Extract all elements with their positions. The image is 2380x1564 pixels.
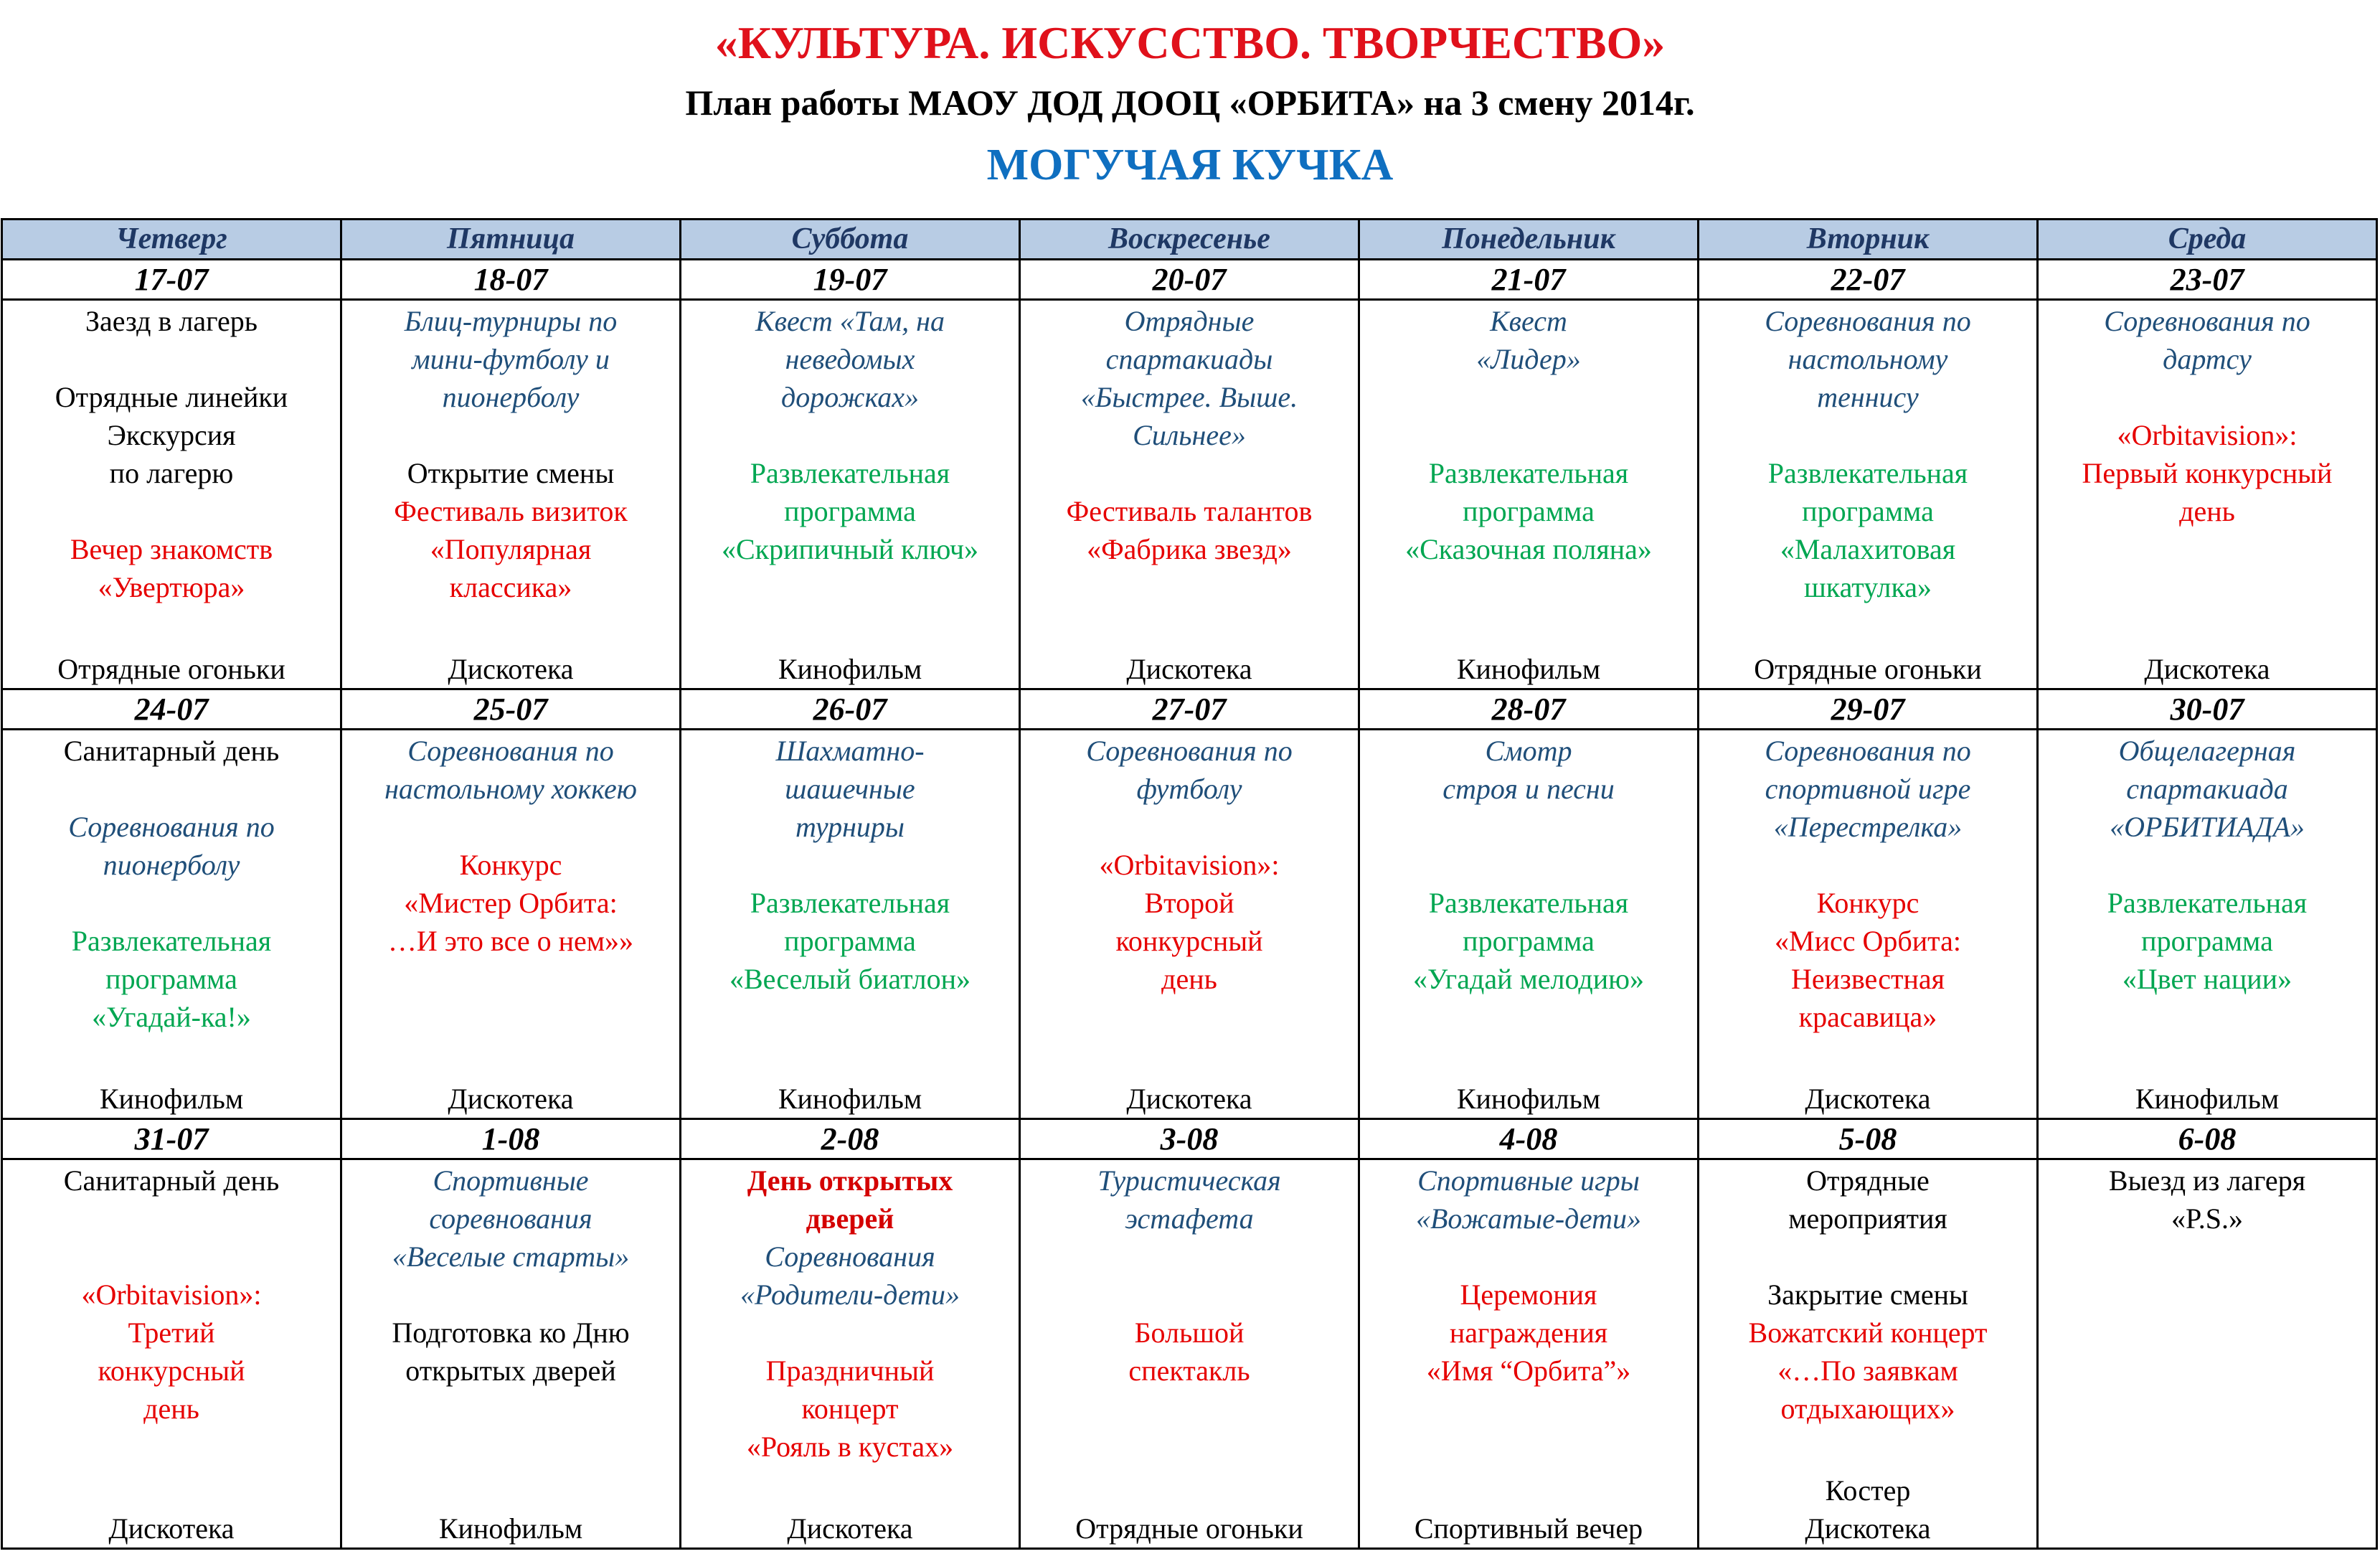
date-cell: 20-07 <box>1020 260 1359 300</box>
activity-line: классика» <box>449 571 572 603</box>
day-activities <box>1360 732 1697 1118</box>
activity-line: пионерболу <box>103 849 240 881</box>
activity-line: «Orbitavision»: <box>1099 849 1280 881</box>
date-cell: 29-07 <box>1699 689 2038 730</box>
evening-activity: Дискотека <box>448 1083 574 1115</box>
activity-line: Неизвестная <box>1790 963 1945 995</box>
spacer <box>1021 1276 1358 1314</box>
spacer <box>1360 1238 1697 1276</box>
activity-line: «Перестрелка» <box>1773 811 1963 843</box>
activity-line: Соревнования по <box>1086 735 1293 767</box>
activity-line: «Вожатые-дети» <box>1415 1202 1641 1235</box>
activity-line: мероприятия <box>1788 1202 1947 1235</box>
activity-line: открытых дверей <box>405 1355 616 1387</box>
activity-line: Закрытие смены <box>1767 1278 1968 1311</box>
spacer <box>1699 846 2036 884</box>
activity-line: программа <box>1802 495 1934 527</box>
activity-line: «Лидер» <box>1476 343 1581 375</box>
activity-line: Соревнования по <box>2104 305 2310 337</box>
activity-line: Туристическая <box>1097 1164 1281 1197</box>
activity-line: «Имя “Орбита”» <box>1426 1355 1631 1387</box>
activity-line: конкурсный <box>98 1355 245 1387</box>
activity-line: «Увертюра» <box>98 571 245 603</box>
activity-line: …И это все о нем»» <box>387 925 634 957</box>
activity-line: Заезд в лагерь <box>85 305 258 337</box>
activity-line: «ОРБИТИАДА» <box>2110 811 2305 843</box>
activity-line: дорожках» <box>781 381 919 413</box>
activity-line: шашечные <box>785 773 915 805</box>
day-activities <box>1360 1162 1697 1547</box>
activity-line: Соревнования по <box>1765 305 1971 337</box>
activity-line: «Популярная <box>430 533 592 565</box>
activity-line: спартакиада <box>2126 773 2288 805</box>
weekday-header: Пятница <box>341 220 681 260</box>
activity-line: Квест <box>1490 305 1567 337</box>
evening-activity: Кинофильм <box>99 1083 244 1115</box>
date-cell: 24-07 <box>2 689 341 730</box>
evening-activity: Спортивный вечер <box>1414 1512 1643 1545</box>
activity-line: по лагерю <box>109 457 234 489</box>
activity-line: Отрядные линейки <box>55 381 288 413</box>
activity-line: турниры <box>795 811 905 843</box>
evening-activity: Отрядные огоньки <box>1075 1512 1303 1545</box>
evening-activity: Дискотека <box>1126 1083 1252 1115</box>
spacer <box>3 1200 340 1238</box>
weekday-header: Четверг <box>2 220 341 260</box>
activity-line: «Рояль в кустах» <box>746 1431 954 1463</box>
activity-line: «Родители-дети» <box>740 1278 960 1311</box>
activity-line: Большой <box>1134 1316 1245 1349</box>
evening-activity: Отрядные огоньки <box>57 653 285 685</box>
spacer <box>1021 808 1358 846</box>
activity-line: программа <box>2141 925 2273 957</box>
activity-line: Санитарный день <box>63 1164 280 1197</box>
evening-activity: Дискотека <box>787 1512 913 1545</box>
weekday-header: Воскресенье <box>1020 220 1359 260</box>
evening-activity: Кинофильм <box>778 653 922 685</box>
squad-name: МОГУЧАЯ КУЧКА <box>986 141 1394 189</box>
activity-line: теннису <box>1817 381 1919 413</box>
activity-line: Соревнования по <box>407 735 614 767</box>
activity-line: Соревнования <box>765 1240 935 1273</box>
activity-line: Шахматно- <box>775 735 925 767</box>
day-activities-cell <box>1699 730 2038 1119</box>
activity-line: спортивной игре <box>1765 773 1971 805</box>
spacer <box>1360 416 1697 454</box>
activity-line: Блиц-турниры по <box>404 305 618 337</box>
day-activities-cell <box>2038 1159 2377 1549</box>
day-activities <box>681 302 1019 688</box>
activity-line: спартакиады <box>1105 343 1273 375</box>
activity-line: Квест «Там, на <box>755 305 945 337</box>
activity-line: Соревнования по <box>1765 735 1971 767</box>
weekday-header: Вторник <box>1699 220 2038 260</box>
date-row <box>2 689 2377 730</box>
activity-line: настольному <box>1788 343 1948 375</box>
activity-line: «Скрипичный ключ» <box>721 533 978 565</box>
date-cell: 1-08 <box>341 1119 681 1159</box>
date-cell: 4-08 <box>1359 1119 1699 1159</box>
activity-line: Подготовка ко Дню <box>392 1316 630 1349</box>
activity-line: день <box>2179 495 2235 527</box>
activity-line: Фестиваль визиток <box>394 495 628 527</box>
day-activities-cell <box>2 730 341 1119</box>
day-activities <box>2039 302 2376 688</box>
date-cell: 30-07 <box>2038 689 2377 730</box>
day-activities <box>3 302 340 688</box>
activity-line: Соревнования по <box>68 811 275 843</box>
activity-line: Санитарный день <box>63 735 280 767</box>
activity-line: Сильнее» <box>1133 419 1246 451</box>
day-activities-cell <box>341 300 681 689</box>
activity-line: пионерболу <box>442 381 580 413</box>
date-cell: 23-07 <box>2038 260 2377 300</box>
activity-line: Развлекательная <box>2107 887 2308 919</box>
evening-activity: Кинофильм <box>1456 653 1601 685</box>
activity-line: Церемония <box>1460 1278 1597 1311</box>
activity-line: дартсу <box>2163 343 2252 375</box>
evening-activity: Костер Дискотека <box>1805 1474 1931 1545</box>
activity-line: эстафета <box>1125 1202 1254 1235</box>
date-cell: 26-07 <box>681 689 1020 730</box>
date-cell: 2-08 <box>681 1119 1020 1159</box>
evening-activity: Дискотека <box>108 1512 235 1545</box>
date-cell: 25-07 <box>341 689 681 730</box>
weekday-header: Суббота <box>681 220 1020 260</box>
activity-line: отдыхающих» <box>1780 1393 1955 1425</box>
document-subtitle: План работы МАОУ ДОД ДООЦ «ОРБИТА» на 3 смену 2014г. <box>685 83 1695 123</box>
activity-line: «…По заявкам <box>1777 1355 1958 1387</box>
activity-line: «Фабрика звезд» <box>1087 533 1292 565</box>
spacer <box>342 808 679 846</box>
weekday-header: Понедельник <box>1359 220 1699 260</box>
day-activities-cell <box>1359 730 1699 1119</box>
day-activities <box>1021 1162 1358 1547</box>
activity-line: конкурсный <box>1115 925 1263 957</box>
activity-line: «Веселый биатлон» <box>729 963 971 995</box>
date-cell: 3-08 <box>1020 1119 1359 1159</box>
evening-activity: Дискотека <box>1805 1083 1931 1115</box>
activity-line: футболу <box>1136 773 1242 805</box>
activity-line: программа <box>105 963 237 995</box>
activity-line: Смотр <box>1485 735 1572 767</box>
activity-line: «Угадай-ка!» <box>92 1001 251 1033</box>
activity-line: Вечер знакомств <box>70 533 273 565</box>
activity-line: «Orbitavision»: <box>2117 419 2298 451</box>
spacer <box>1360 808 1697 846</box>
activity-line: Развлекательная <box>750 887 950 919</box>
spacer <box>1699 416 2036 454</box>
evening-activity: Кинофильм <box>778 1083 922 1115</box>
weekday-header-row <box>2 220 2377 260</box>
activity-line: красавица» <box>1798 1001 1937 1033</box>
date-cell: 6-08 <box>2038 1119 2377 1159</box>
day-activities <box>681 732 1019 1118</box>
activity-line: «Orbitavision»: <box>81 1278 262 1311</box>
activity-line: Развлекательная <box>750 457 950 489</box>
day-activities-cell <box>1359 300 1699 689</box>
activity-line: «Сказочная поляна» <box>1405 533 1652 565</box>
spacer <box>681 846 1019 884</box>
date-cell: 5-08 <box>1699 1119 2038 1159</box>
activity-line: «P.S.» <box>2171 1202 2244 1235</box>
activity-line: Спортивные <box>433 1164 589 1197</box>
day-activities <box>681 1162 1019 1547</box>
activity-line: Открытие смены <box>407 457 615 489</box>
spacer <box>2039 378 2376 416</box>
day-activities <box>342 732 679 1118</box>
activity-line: день <box>143 1393 199 1425</box>
day-activities-cell <box>1699 1159 2038 1549</box>
schedule-table <box>1 218 2378 1550</box>
activity-line: «Угадай мелодию» <box>1413 963 1644 995</box>
activity-line: Вожатский концерт <box>1748 1316 1988 1349</box>
activity-line: «Мисс Орбита: <box>1775 925 1961 957</box>
activity-line: Развлекательная <box>71 925 272 957</box>
activity-line: неведомых <box>785 343 915 375</box>
activity-line: Третий <box>128 1316 215 1349</box>
date-row <box>2 260 2377 300</box>
day-activities <box>1360 302 1697 688</box>
day-activities <box>342 1162 679 1547</box>
day-activities <box>1699 302 2036 688</box>
spacer <box>3 1238 340 1276</box>
activity-line: Второй <box>1144 887 1234 919</box>
spacer <box>342 416 679 454</box>
day-activities-cell <box>2 1159 341 1549</box>
day-activities <box>3 732 340 1118</box>
day-activities-cell <box>1020 1159 1359 1549</box>
day-activities-cell <box>341 730 681 1119</box>
day-activities-cell <box>681 1159 1020 1549</box>
activity-line: спектакль <box>1128 1355 1250 1387</box>
spacer <box>3 884 340 922</box>
activity-line: Развлекательная <box>1767 457 1968 489</box>
spacer <box>1699 1238 2036 1276</box>
activity-line: «Мистер Орбита: <box>404 887 618 919</box>
activity-line: шкатулка» <box>1803 571 1932 603</box>
spacer <box>1360 846 1697 884</box>
activity-line: программа <box>1463 925 1595 957</box>
evening-activity: Кинофильм <box>2135 1083 2280 1115</box>
activity-line: День открытых <box>747 1164 953 1197</box>
day-activities-cell <box>2038 730 2377 1119</box>
spacer <box>2039 846 2376 884</box>
day-activities-cell <box>1359 1159 1699 1549</box>
activity-line: «Быстрее. Выше. <box>1080 381 1298 413</box>
day-activities <box>342 302 679 688</box>
activity-line: Праздничный <box>765 1355 935 1387</box>
day-activities <box>2039 732 2376 1118</box>
activity-line: «Веселые старты» <box>392 1240 630 1273</box>
activities-row <box>2 730 2377 1119</box>
activity-line: день <box>1161 963 1217 995</box>
activity-line: программа <box>784 925 916 957</box>
date-cell: 27-07 <box>1020 689 1359 730</box>
activity-line: «Цвет нации» <box>2122 963 2292 995</box>
day-activities <box>1699 1162 2036 1547</box>
date-cell: 17-07 <box>2 260 341 300</box>
evening-activity: Кинофильм <box>438 1512 583 1545</box>
date-cell: 18-07 <box>341 260 681 300</box>
date-row <box>2 1119 2377 1159</box>
day-activities-cell <box>1020 730 1359 1119</box>
activity-line: Спортивные игры <box>1417 1164 1640 1197</box>
activity-line: соревнования <box>429 1202 592 1235</box>
activity-line: строя и песни <box>1442 773 1615 805</box>
activity-line: Конкурс <box>459 849 562 881</box>
activity-line: настольному хоккею <box>384 773 637 805</box>
activity-line: Развлекательная <box>1428 887 1629 919</box>
activity-line: Фестиваль талантов <box>1066 495 1313 527</box>
spacer <box>1021 454 1358 492</box>
activity-line: Экскурсия <box>107 419 236 451</box>
activity-line: Общелагерная <box>2118 735 2296 767</box>
day-activities <box>1021 302 1358 688</box>
day-activities <box>3 1162 340 1547</box>
activity-line: Развлекательная <box>1428 457 1629 489</box>
evening-activity: Дискотека <box>2144 653 2270 685</box>
activities-row <box>2 300 2377 689</box>
date-cell: 28-07 <box>1359 689 1699 730</box>
evening-activity: Кинофильм <box>1456 1083 1601 1115</box>
activity-line: программа <box>1463 495 1595 527</box>
day-activities <box>2039 1162 2376 1547</box>
activity-line: «Малахитовая <box>1780 533 1956 565</box>
spacer <box>1360 378 1697 416</box>
day-activities-cell <box>1020 300 1359 689</box>
activity-line: Отрядные <box>1124 305 1255 337</box>
day-activities-cell <box>341 1159 681 1549</box>
spacer <box>681 1314 1019 1352</box>
spacer <box>3 770 340 808</box>
evening-activity: Дискотека <box>1126 653 1252 685</box>
activity-line: программа <box>784 495 916 527</box>
activity-line: Отрядные <box>1806 1164 1930 1197</box>
spacer <box>681 416 1019 454</box>
evening-activity: Отрядные огоньки <box>1754 653 1982 685</box>
date-cell: 31-07 <box>2 1119 341 1159</box>
activity-line: Выезд из лагеря <box>2108 1164 2306 1197</box>
date-cell: 21-07 <box>1359 260 1699 300</box>
document-title: «КУЛЬТУРА. ИСКУССТВО. ТВОРЧЕСТВО» <box>714 17 1666 68</box>
day-activities-cell <box>681 300 1020 689</box>
day-activities <box>1021 732 1358 1118</box>
day-activities <box>1699 732 2036 1118</box>
activity-line: награждения <box>1449 1316 1608 1349</box>
date-cell: 19-07 <box>681 260 1020 300</box>
activity-line: мини-футболу и <box>412 343 610 375</box>
activity-line: дверей <box>806 1202 894 1235</box>
activity-line: Первый конкурсный <box>2082 457 2333 489</box>
weekday-header: Среда <box>2038 220 2377 260</box>
day-activities-cell <box>681 730 1020 1119</box>
evening-activity: Дискотека <box>448 653 574 685</box>
spacer <box>3 340 340 378</box>
day-activities-cell <box>2038 300 2377 689</box>
spacer <box>3 492 340 530</box>
day-activities-cell <box>2 300 341 689</box>
activity-line: Конкурс <box>1816 887 1919 919</box>
activity-line: концерт <box>801 1393 899 1425</box>
date-cell: 22-07 <box>1699 260 2038 300</box>
spacer <box>342 1276 679 1314</box>
activities-row <box>2 1159 2377 1549</box>
day-activities-cell <box>1699 300 2038 689</box>
spacer <box>1021 1238 1358 1276</box>
